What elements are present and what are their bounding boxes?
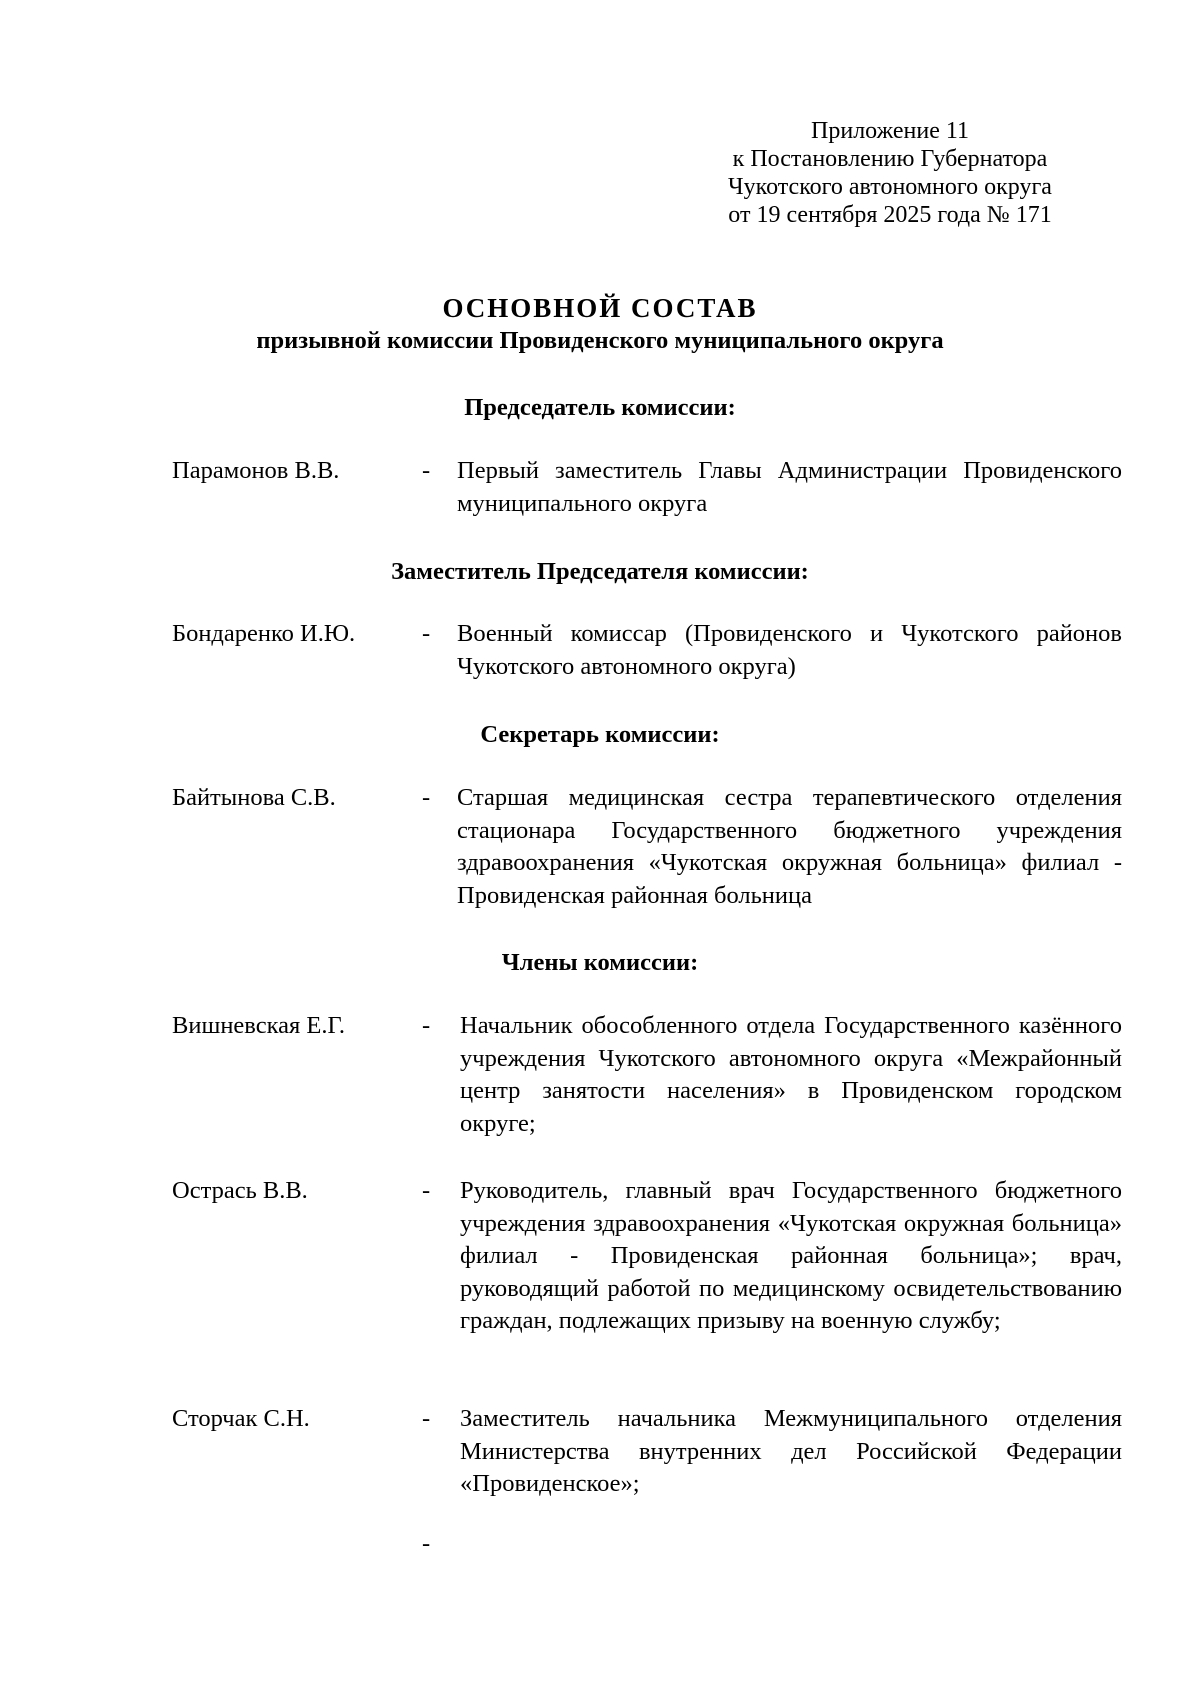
member-name: Вишневская Е.Г. bbox=[172, 1012, 346, 1039]
member-dash: - bbox=[422, 1012, 431, 1039]
member-name: Сторчак С.Н. bbox=[172, 1405, 310, 1432]
member-position: Заместитель начальника Межмуниципального отделения Министерства внутренних дел Российской Федерации «Провиденское»; bbox=[460, 1405, 1122, 1497]
document-subtitle: призывной комиссии Провиденского муниципального округа bbox=[256, 327, 944, 354]
deputy-position: Военный комиссар (Провиденского и Чукотского районов Чукотского автономного округа) bbox=[457, 620, 1122, 680]
secretary-heading: Секретарь комиссии: bbox=[480, 721, 720, 748]
chairman-position: Первый заместитель Главы Администрации Провиденского муниципального округа bbox=[457, 457, 1122, 517]
members-heading: Члены комиссии: bbox=[501, 949, 699, 976]
secretary-position: Старшая медицинская сестра терапевтического отделения стационара Государственного бюджетного учреждения здравоохранения «Чукотская окружная больница» филиал - Провиденская районная больница bbox=[457, 784, 1122, 909]
member-dash: - bbox=[422, 1405, 431, 1432]
member-dash: - bbox=[422, 1177, 431, 1204]
member-name: Острась В.В. bbox=[172, 1177, 308, 1204]
secretary-name: Байтынова С.В. bbox=[172, 784, 336, 811]
document-title: ОСНОВНОЙ СОСТАВ bbox=[442, 293, 758, 323]
chairman-name: Парамонов В.В. bbox=[172, 457, 340, 484]
chairman-dash: - bbox=[422, 457, 431, 484]
trailing-dash: - bbox=[422, 1530, 431, 1557]
appendix-line-4: от 19 сентября 2025 года № 171 bbox=[728, 202, 1052, 228]
deputy-dash: - bbox=[422, 620, 431, 647]
member-position: Руководитель, главный врач Государственного бюджетного учреждения здравоохранения «Чукотская окружная больница» филиал - Провиденская районная больница»; врач, руководящий работой по медицинскому освидетельствованию граждан, подлежащих призыву на военную службу; bbox=[460, 1177, 1122, 1334]
appendix-line-2: к Постановлению Губернатора bbox=[732, 146, 1048, 172]
chairman-heading: Председатель комиссии: bbox=[464, 394, 736, 421]
appendix-reference bbox=[690, 117, 1090, 229]
appendix-line-1: Приложение 11 bbox=[811, 118, 969, 144]
appendix-line-3: Чукотского автономного округа bbox=[728, 174, 1052, 200]
deputy-heading: Заместитель Председателя комиссии: bbox=[391, 558, 809, 585]
secretary-dash: - bbox=[422, 784, 431, 811]
deputy-name: Бондаренко И.Ю. bbox=[172, 620, 356, 647]
member-position: Начальник обособленного отдела Государственного казённого учреждения Чукотского автономного округа «Межрайонный центр занятости населения» в Провиденском городском округе; bbox=[460, 1012, 1122, 1137]
